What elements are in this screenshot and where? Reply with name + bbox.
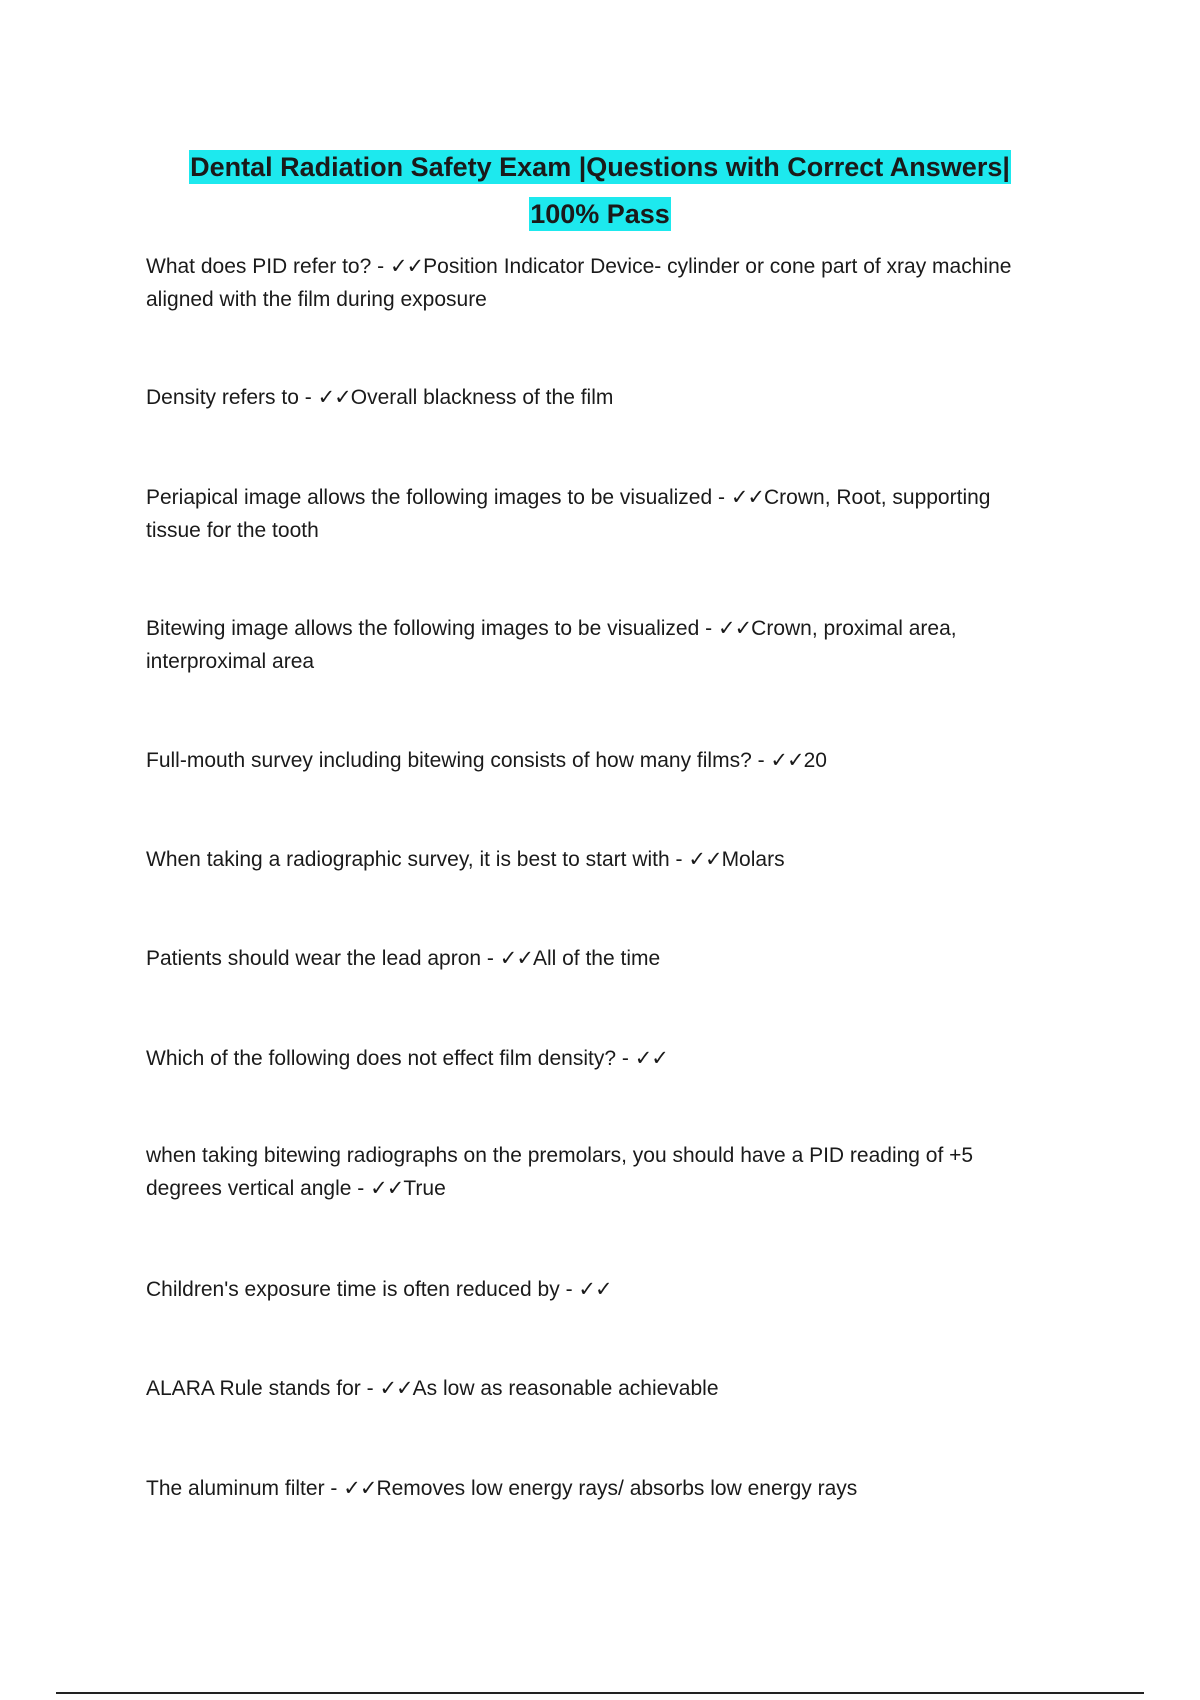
answer-text: Molars [721,848,785,871]
title-line-1: Dental Radiation Safety Exam |Questions with Correct Answers| [190,152,1010,182]
qa-item [146,1472,1046,1505]
answer-text: Crown, Root, supporting tissue for the tooth [146,486,991,542]
check-mark-icon: ✓✓ [370,1177,404,1200]
separator: - [751,749,771,772]
answer-text: All of the time [532,947,661,970]
answer-text: Overall blackness of the film [350,386,614,409]
check-mark-icon: ✓✓ [634,1047,668,1070]
separator: - [351,1177,371,1200]
separator: - [324,1477,344,1500]
qa-item [146,481,1046,547]
question-text: Patients should wear the lead apron [146,947,482,970]
qa-item [146,1372,1046,1405]
check-mark-icon: ✓✓ [730,486,765,509]
question-text: Full-mouth survey including bitewing consists of how many films? [146,749,752,772]
answer-text: True [403,1177,446,1200]
separator: - [616,1047,635,1070]
separator: - [559,1278,579,1301]
separator: - [360,1377,380,1400]
check-mark-icon: ✓✓ [770,749,804,772]
qa-item [146,744,1046,777]
question-text: ALARA Rule stands for [146,1377,361,1400]
qa-item [146,1042,1046,1075]
qa-item [146,942,1046,975]
answer-text: As low as reasonable achievable [412,1377,719,1400]
separator: - [371,255,390,278]
answer-text: Crown, proximal area, interproximal area [146,617,957,673]
check-mark-icon: ✓✓ [688,848,722,871]
question-text: Children's exposure time is often reduced by [146,1278,560,1301]
page-title [120,146,1080,240]
qa-item [146,1139,1046,1205]
check-mark-icon: ✓✓ [578,1278,612,1301]
footer-divider [56,1692,1144,1694]
qa-item [146,1273,1046,1306]
answer-text: 20 [803,749,827,772]
question-text: When taking a radiographic survey, it is best to start with [146,848,670,871]
qa-item [146,843,1046,876]
check-mark-icon: ✓✓ [499,947,533,970]
separator: - [481,947,500,970]
question-text: The aluminum filter [146,1477,325,1500]
question-text: Bitewing image allows the following images to be visualized [146,617,700,640]
separator: - [712,486,731,509]
qa-item [146,250,1046,316]
question-text: Density refers to [146,386,299,409]
qa-item [146,612,1046,678]
check-mark-icon: ✓✓ [717,617,752,640]
check-mark-icon: ✓✓ [379,1377,413,1400]
check-mark-icon: ✓✓ [317,386,351,409]
answer-text: Position Indicator Device- cylinder or cone part of xray machine aligned with the film during exposure [146,255,1012,311]
check-mark-icon: ✓✓ [343,1477,377,1500]
title-line-2: 100% Pass [530,199,670,229]
qa-item [146,381,1046,414]
question-text: when taking bitewing radiographs on the premolars, you should have a PID reading of +5 degrees vertical angle [146,1144,974,1200]
answer-text: Removes low energy rays/ absorbs low energy rays [376,1477,858,1500]
separator: - [298,386,318,409]
question-text: Which of the following does not effect film density? [146,1047,617,1070]
separator: - [699,617,718,640]
check-mark-icon: ✓✓ [389,255,424,278]
separator: - [669,848,689,871]
question-text: Periapical image allows the following images to be visualized [146,486,713,509]
question-text: What does PID refer to? [146,255,372,278]
